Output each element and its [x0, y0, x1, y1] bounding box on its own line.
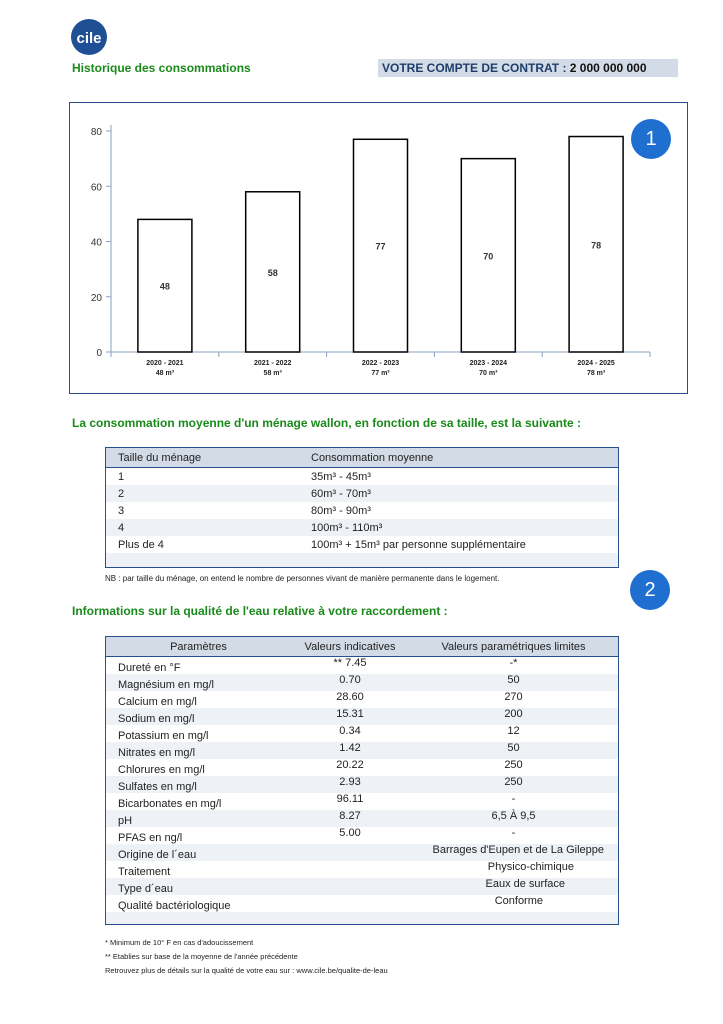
- x-tick-sublabel: 48 m³: [155, 370, 175, 377]
- x-tick-sublabel: 70 m³: [479, 370, 498, 377]
- limit-value: 6,5 À 9,5: [409, 810, 619, 827]
- parameter-name: Dureté en °F: [118, 662, 181, 674]
- parameter-name: Potassium en mg/l: [118, 730, 209, 742]
- col-header-size: Taille du ménage: [106, 448, 312, 468]
- indicative-value: 5.00: [339, 827, 361, 839]
- table-row: [106, 485, 619, 502]
- x-tick-label: 2024 - 2025: [577, 360, 615, 367]
- table-row: [106, 810, 619, 827]
- table-row: [106, 861, 619, 878]
- col-header-limits: Valeurs paramétriques limites: [409, 637, 619, 657]
- indicative-value: 1.42: [291, 742, 409, 759]
- indicative-value: ** 7.45: [333, 657, 367, 669]
- parameter-name: pH: [106, 810, 292, 827]
- badge-1: 1: [631, 119, 671, 159]
- history-title: Historique des consommations: [72, 61, 251, 75]
- parameter-name: Magnésium en mg/l: [106, 674, 292, 691]
- bar-data-label: 70: [483, 251, 494, 262]
- table-spacer: [106, 912, 619, 925]
- table-row: [106, 502, 619, 519]
- y-tick-label: 20: [90, 292, 102, 304]
- info-value: Conforme: [494, 895, 543, 907]
- cile-logo: [70, 18, 108, 56]
- info-label: Qualité bactériologique: [118, 900, 231, 912]
- consumption-chart: [69, 102, 688, 394]
- y-tick-label: 80: [90, 127, 102, 138]
- table-row: [106, 708, 619, 725]
- table-row: [106, 519, 619, 536]
- bar-data-label: 48: [159, 281, 170, 292]
- indicative-value: 0.70: [291, 674, 409, 691]
- limit-value: -*: [509, 657, 518, 669]
- avg-consumption: 100m³ - 110m³: [311, 519, 619, 536]
- household-size: 1: [118, 470, 125, 483]
- col-header-consumption: Consommation moyenne: [311, 448, 619, 468]
- limit-value: 250: [504, 759, 523, 771]
- limit-value: 12: [507, 725, 520, 737]
- limit-value: -: [511, 793, 516, 805]
- bar-data-label: 78: [591, 240, 602, 251]
- contract-account: [378, 59, 678, 77]
- table-row: [106, 742, 619, 759]
- household-size: 3: [118, 504, 125, 517]
- table-row: [106, 878, 619, 895]
- limit-value: 50: [409, 674, 619, 691]
- table-row: [106, 536, 619, 553]
- x-tick-sublabel: 77 m³: [371, 370, 390, 377]
- table-row: [106, 674, 619, 691]
- avg-consumption: 100m³ + 15m³ par personne supplémentaire: [311, 538, 526, 551]
- badge-2: 2: [630, 570, 670, 610]
- footnote-average: ** Etablies sur base de la moyenne de l'année précédente: [105, 952, 298, 961]
- col-header-indicative: Valeurs indicatives: [291, 637, 409, 657]
- table-row: [106, 895, 619, 912]
- info-value: Physico-chimique: [487, 861, 574, 873]
- info-label: Origine de l´eau: [106, 844, 292, 861]
- household-size: Plus de 4: [118, 538, 164, 551]
- x-tick-label: 2023 - 2024: [469, 360, 507, 367]
- parameter-name: Nitrates en mg/l: [106, 742, 292, 759]
- x-tick-label: 2021 - 2022: [254, 360, 292, 367]
- y-tick-label: 60: [90, 182, 102, 194]
- indicative-value: 96.11: [336, 793, 364, 805]
- indicative-value: 20.22: [336, 759, 364, 771]
- table-row: [106, 759, 619, 776]
- parameter-name: Sodium en mg/l: [106, 708, 292, 725]
- bar-data-label: 58: [267, 267, 278, 278]
- avg-consumption: 60m³ - 70m³: [311, 485, 619, 502]
- x-tick-sublabel: 78 m³: [586, 370, 606, 377]
- table-row: [106, 776, 619, 793]
- water-quality-table: [105, 636, 619, 925]
- household-size: 4: [106, 519, 312, 536]
- bar-data-label: 77: [375, 241, 386, 252]
- parameter-name: Chlorures en mg/l: [118, 764, 205, 776]
- table-row: [106, 844, 619, 861]
- col-header-parameters: Paramètres: [106, 637, 292, 657]
- indicative-value: 2.93: [291, 776, 409, 793]
- limit-value: 270: [504, 691, 523, 703]
- x-tick-sublabel: 58 m³: [263, 370, 282, 377]
- info-value: Eaux de surface: [291, 878, 619, 895]
- y-tick-label: 40: [90, 237, 102, 249]
- table-row: [106, 657, 619, 675]
- table-spacer: [106, 553, 619, 568]
- table-row: [106, 827, 619, 844]
- limit-value: 200: [409, 708, 619, 725]
- logo-text: cile: [76, 30, 102, 47]
- info-value: Barrages d'Eupen et de La Gileppe: [291, 844, 619, 861]
- info-label: Type d´eau: [106, 878, 292, 895]
- table-row: [106, 793, 619, 810]
- table-row: [106, 725, 619, 742]
- parameter-name: Sulfates en mg/l: [106, 776, 292, 793]
- consumption-table: [105, 447, 619, 568]
- household-size: 2: [106, 485, 312, 502]
- indicative-value: 0.34: [339, 725, 361, 737]
- parameter-name: Calcium en mg/l: [118, 696, 197, 708]
- table-row: [106, 691, 619, 708]
- consumption-title: La consommation moyenne d'un ménage wallon, en fonction de sa taille, est la suivante :: [72, 416, 581, 430]
- parameter-name: PFAS en ng/l: [118, 832, 183, 844]
- parameter-name: Bicarbonates en mg/l: [118, 798, 222, 810]
- limit-value: 50: [409, 742, 619, 759]
- limit-value: -: [511, 827, 516, 839]
- limit-value: 250: [409, 776, 619, 793]
- footnote-more-info: Retrouvez plus de détails sur la qualité de votre eau sur : www.cile.be/qualite-de-leau: [105, 966, 388, 975]
- avg-consumption: 80m³ - 90m³: [311, 504, 371, 517]
- indicative-value: 8.27: [291, 810, 409, 827]
- footnotes: [105, 936, 388, 978]
- contract-number: 2 000 000 000: [569, 61, 647, 75]
- indicative-value: 15.31: [291, 708, 409, 725]
- quality-title: Informations sur la qualité de l'eau relative à votre raccordement :: [72, 604, 448, 618]
- footnote-hardness: * Minimum de 10° F en cas d'adoucissement: [105, 938, 254, 947]
- table-row: [106, 468, 619, 486]
- avg-consumption: 35m³ - 45m³: [311, 470, 371, 483]
- indicative-value: 28.60: [336, 691, 364, 703]
- contract-label: VOTRE COMPTE DE CONTRAT :: [382, 61, 570, 75]
- info-label: Traitement: [118, 866, 171, 878]
- chart-svg: [70, 103, 686, 392]
- x-tick-label: 2022 - 2023: [361, 360, 400, 367]
- y-tick-label: 0: [96, 348, 102, 359]
- x-tick-label: 2020 - 2021: [146, 360, 184, 367]
- household-note: NB : par taille du ménage, on entend le nombre de personnes vivant de manière permanente dans le logement.: [105, 574, 500, 583]
